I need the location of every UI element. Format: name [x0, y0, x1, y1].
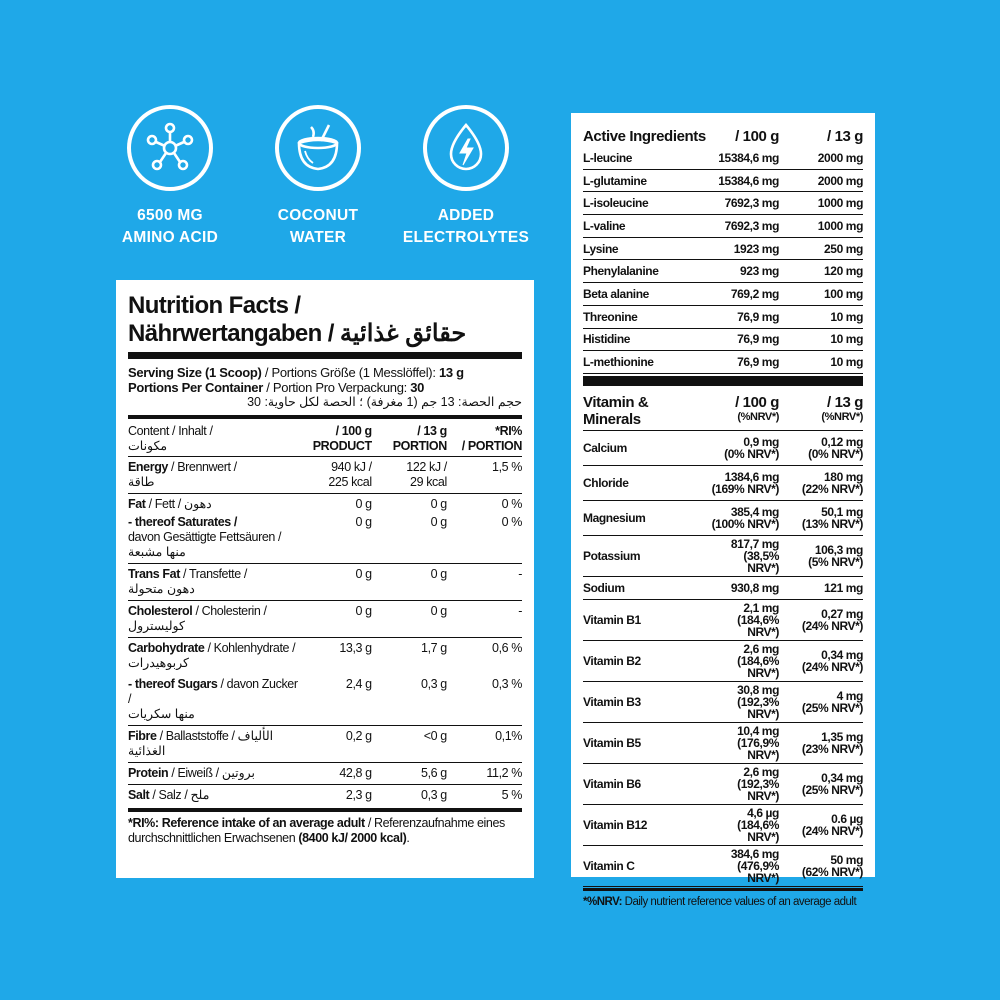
- nutrition-footnote: *RI%: Reference intake of an average adult / Referenzaufnahme eines durchschnittlichen Erwachsenen (8400 kJ/ 2000 kcal).: [128, 808, 522, 846]
- table-header: Active Ingredients / 100 g / 13 g: [583, 127, 863, 145]
- table-row: Protein / Eiweiß / بروتين 42,8 g 5,6 g 11,2 %: [128, 763, 522, 785]
- vitamin-value: 1,35 mg (23% NRV*): [779, 722, 863, 763]
- nutrition-facts-panel: [116, 280, 534, 878]
- ingredient-value: 250 mg: [779, 237, 863, 260]
- vitamin-name: Vitamin B3: [583, 681, 709, 722]
- ingredient-value: 1923 mg: [709, 237, 779, 260]
- vitamin-name: Vitamin B5: [583, 722, 709, 763]
- ingredient-value: 10 mg: [779, 328, 863, 351]
- ingredient-name: L-methionine: [583, 351, 709, 374]
- table-row: [583, 465, 863, 500]
- vitamin-value: 385,4 mg (100% NRV*): [709, 500, 779, 535]
- ingredient-name: L-glutamine: [583, 169, 709, 192]
- table-row: [583, 722, 863, 763]
- vitamin-value: 121 mg: [779, 576, 863, 599]
- table-row: [583, 845, 863, 886]
- vitamin-value: 0,27 mg (24% NRV*): [779, 599, 863, 640]
- feature-electrolytes: [391, 105, 541, 249]
- vitamin-value: 10,4 mg (176,9% NRV*): [709, 722, 779, 763]
- vitamin-value: 50 mg (62% NRV*): [779, 845, 863, 886]
- table-row: - thereof Saturates / davon Gesättigte Fettsäuren / منها مشبعة 0 g 0 g 0 %: [128, 515, 522, 564]
- table-row: Energy / Brennwert / طاقة 940 kJ / 225 kcal 122 kJ / 29 kcal 1,5 %: [128, 457, 522, 494]
- table-row: Fat / Fett / دهون 0 g 0 g 0 %: [128, 497, 522, 511]
- ingredient-name: Histidine: [583, 328, 709, 351]
- table-row: [583, 576, 863, 599]
- nutrition-table: [128, 424, 522, 806]
- table-row: [583, 215, 863, 238]
- ingredient-name: L-leucine: [583, 147, 709, 169]
- table-row: [583, 237, 863, 260]
- table-row: [583, 430, 863, 465]
- vitamin-name: Calcium: [583, 430, 709, 465]
- ingredient-value: 76,9 mg: [709, 328, 779, 351]
- table-row: - thereof Sugars / davon Zucker / منها سكريات 2,4 g 0,3 g 0,3 %: [128, 674, 522, 726]
- coconut-icon: [275, 105, 361, 191]
- ingredient-value: 923 mg: [709, 260, 779, 283]
- table-row: [583, 192, 863, 215]
- table-header: Content / Inhalt / مكونات / 100 g PRODUCT / 13 g PORTION *RI% / PORTION: [128, 424, 522, 457]
- ingredient-value: 15384,6 mg: [709, 147, 779, 169]
- ingredient-value: 2000 mg: [779, 147, 863, 169]
- vitamin-value: 0.6 µg (24% NRV*): [779, 804, 863, 845]
- vitamin-value: 817,7 mg (38,5% NRV*): [709, 535, 779, 576]
- ingredient-value: 76,9 mg: [709, 351, 779, 374]
- nrv-footnote: *%NRV: Daily nutrient reference values of an average adult: [583, 888, 863, 908]
- table-row: [583, 599, 863, 640]
- vitamin-name: Sodium: [583, 576, 709, 599]
- feature-label: ADDED ELECTROLYTES: [402, 207, 530, 246]
- vitamin-value: 4 mg (25% NRV*): [779, 681, 863, 722]
- electrolyte-drop-icon: [423, 105, 509, 191]
- ingredient-value: 15384,6 mg: [709, 169, 779, 192]
- vitamin-value: 0,9 mg (0% NRV*): [709, 430, 779, 465]
- table-header: Vitamin & Minerals / 100 g (%NRV*) / 13 g (%NRV*): [583, 392, 863, 431]
- vitamin-value: 384,6 mg (476,9% NRV*): [709, 845, 779, 886]
- table-row: Cholesterol / Cholesterin / كوليسترول 0 g 0 g -: [128, 601, 522, 638]
- ingredient-name: Lysine: [583, 237, 709, 260]
- feature-label: COCONUT WATER: [277, 207, 359, 246]
- vitamin-value: 0,34 mg (24% NRV*): [779, 640, 863, 681]
- ingredient-name: L-isoleucine: [583, 192, 709, 215]
- table-row: Trans Fat / Transfette / دهون متحولة 0 g 0 g -: [128, 564, 522, 601]
- table-row: [583, 260, 863, 283]
- ingredient-name: L-valine: [583, 215, 709, 238]
- table-row: [583, 283, 863, 306]
- vitamin-name: Chloride: [583, 465, 709, 500]
- table-row: Fibre / Ballaststoffe / الألياف الغذائية 0,2 g <0 g 0,1%: [128, 726, 522, 763]
- vitamin-value: 4,6 µg (184,6% NRV*): [709, 804, 779, 845]
- ingredient-value: 10 mg: [779, 351, 863, 374]
- active-ingredients-table: [583, 125, 863, 374]
- ingredient-value: 2000 mg: [779, 169, 863, 192]
- serving-info: Serving Size (1 Scoop) / Portions Größe (1 Messlöffel): 13 g Portions Per Container / Portion Pro Verpackung: 30 حجم الحصة: 13 جم (1 مغرفة) ؛ الحصة لكل حاوية: 30: [128, 365, 522, 409]
- feature-coconut-water: [243, 105, 393, 249]
- ingredient-value: 76,9 mg: [709, 305, 779, 328]
- vitamin-name: Vitamin B6: [583, 763, 709, 804]
- nutrition-title: Nutrition Facts / Nährwertangaben / حقائق غذائية: [128, 292, 467, 347]
- vitamin-value: 30,8 mg (192,3% NRV*): [709, 681, 779, 722]
- vitamin-name: Vitamin C: [583, 845, 709, 886]
- ingredient-value: 7692,3 mg: [709, 192, 779, 215]
- ingredient-value: 1000 mg: [779, 192, 863, 215]
- table-row: [583, 535, 863, 576]
- table-row: [583, 351, 863, 374]
- table-row: [583, 500, 863, 535]
- feature-label: 6500 MG AMINO ACID: [121, 207, 219, 246]
- molecule-icon: [127, 105, 213, 191]
- table-row: [583, 147, 863, 169]
- ingredient-name: Threonine: [583, 305, 709, 328]
- vitamin-value: 2,1 mg (184,6% NRV*): [709, 599, 779, 640]
- vitamin-value: 0,34 mg (25% NRV*): [779, 763, 863, 804]
- ingredient-value: 100 mg: [779, 283, 863, 306]
- table-row: Carbohydrate / Kohlenhydrate / كربوهيدرات 13,3 g 1,7 g 0,6 %: [128, 641, 522, 670]
- ingredient-name: Phenylalanine: [583, 260, 709, 283]
- ingredient-name: Beta alanine: [583, 283, 709, 306]
- ingredient-value: 120 mg: [779, 260, 863, 283]
- table-row: [583, 681, 863, 722]
- vitamin-value: 1384,6 mg (169% NRV*): [709, 465, 779, 500]
- active-ingredients-panel: [571, 113, 875, 908]
- vitamin-value: 930,8 mg: [709, 576, 779, 599]
- vitamin-name: Vitamin B12: [583, 804, 709, 845]
- vitamin-value: 2,6 mg (184,6% NRV*): [709, 640, 779, 681]
- vitamin-value: 106,3 mg (5% NRV*): [779, 535, 863, 576]
- ingredient-value: 10 mg: [779, 305, 863, 328]
- ingredient-value: 769,2 mg: [709, 283, 779, 306]
- vitamin-value: 50,1 mg (13% NRV*): [779, 500, 863, 535]
- vitamin-name: Potassium: [583, 535, 709, 576]
- vitamin-value: 2,6 mg (192,3% NRV*): [709, 763, 779, 804]
- vitamin-name: Vitamin B2: [583, 640, 709, 681]
- vitamin-name: Vitamin B1: [583, 599, 709, 640]
- table-row: [583, 328, 863, 351]
- table-row: [583, 305, 863, 328]
- divider: [128, 415, 522, 419]
- ingredient-value: 1000 mg: [779, 215, 863, 238]
- vitamin-value: 0,12 mg (0% NRV*): [779, 430, 863, 465]
- table-row: [583, 169, 863, 192]
- ingredient-value: 7692,3 mg: [709, 215, 779, 238]
- vitamin-name: Magnesium: [583, 500, 709, 535]
- table-row: Salt / Salz / ملح 2,3 g 0,3 g 5 %: [128, 788, 522, 802]
- vitamins-minerals-table: [583, 392, 863, 887]
- vitamin-value: 180 mg (22% NRV*): [779, 465, 863, 500]
- table-row: [583, 640, 863, 681]
- divider: [583, 376, 863, 386]
- divider: [128, 352, 522, 359]
- table-row: [583, 804, 863, 845]
- feature-amino-acid: [95, 105, 245, 249]
- table-row: [583, 763, 863, 804]
